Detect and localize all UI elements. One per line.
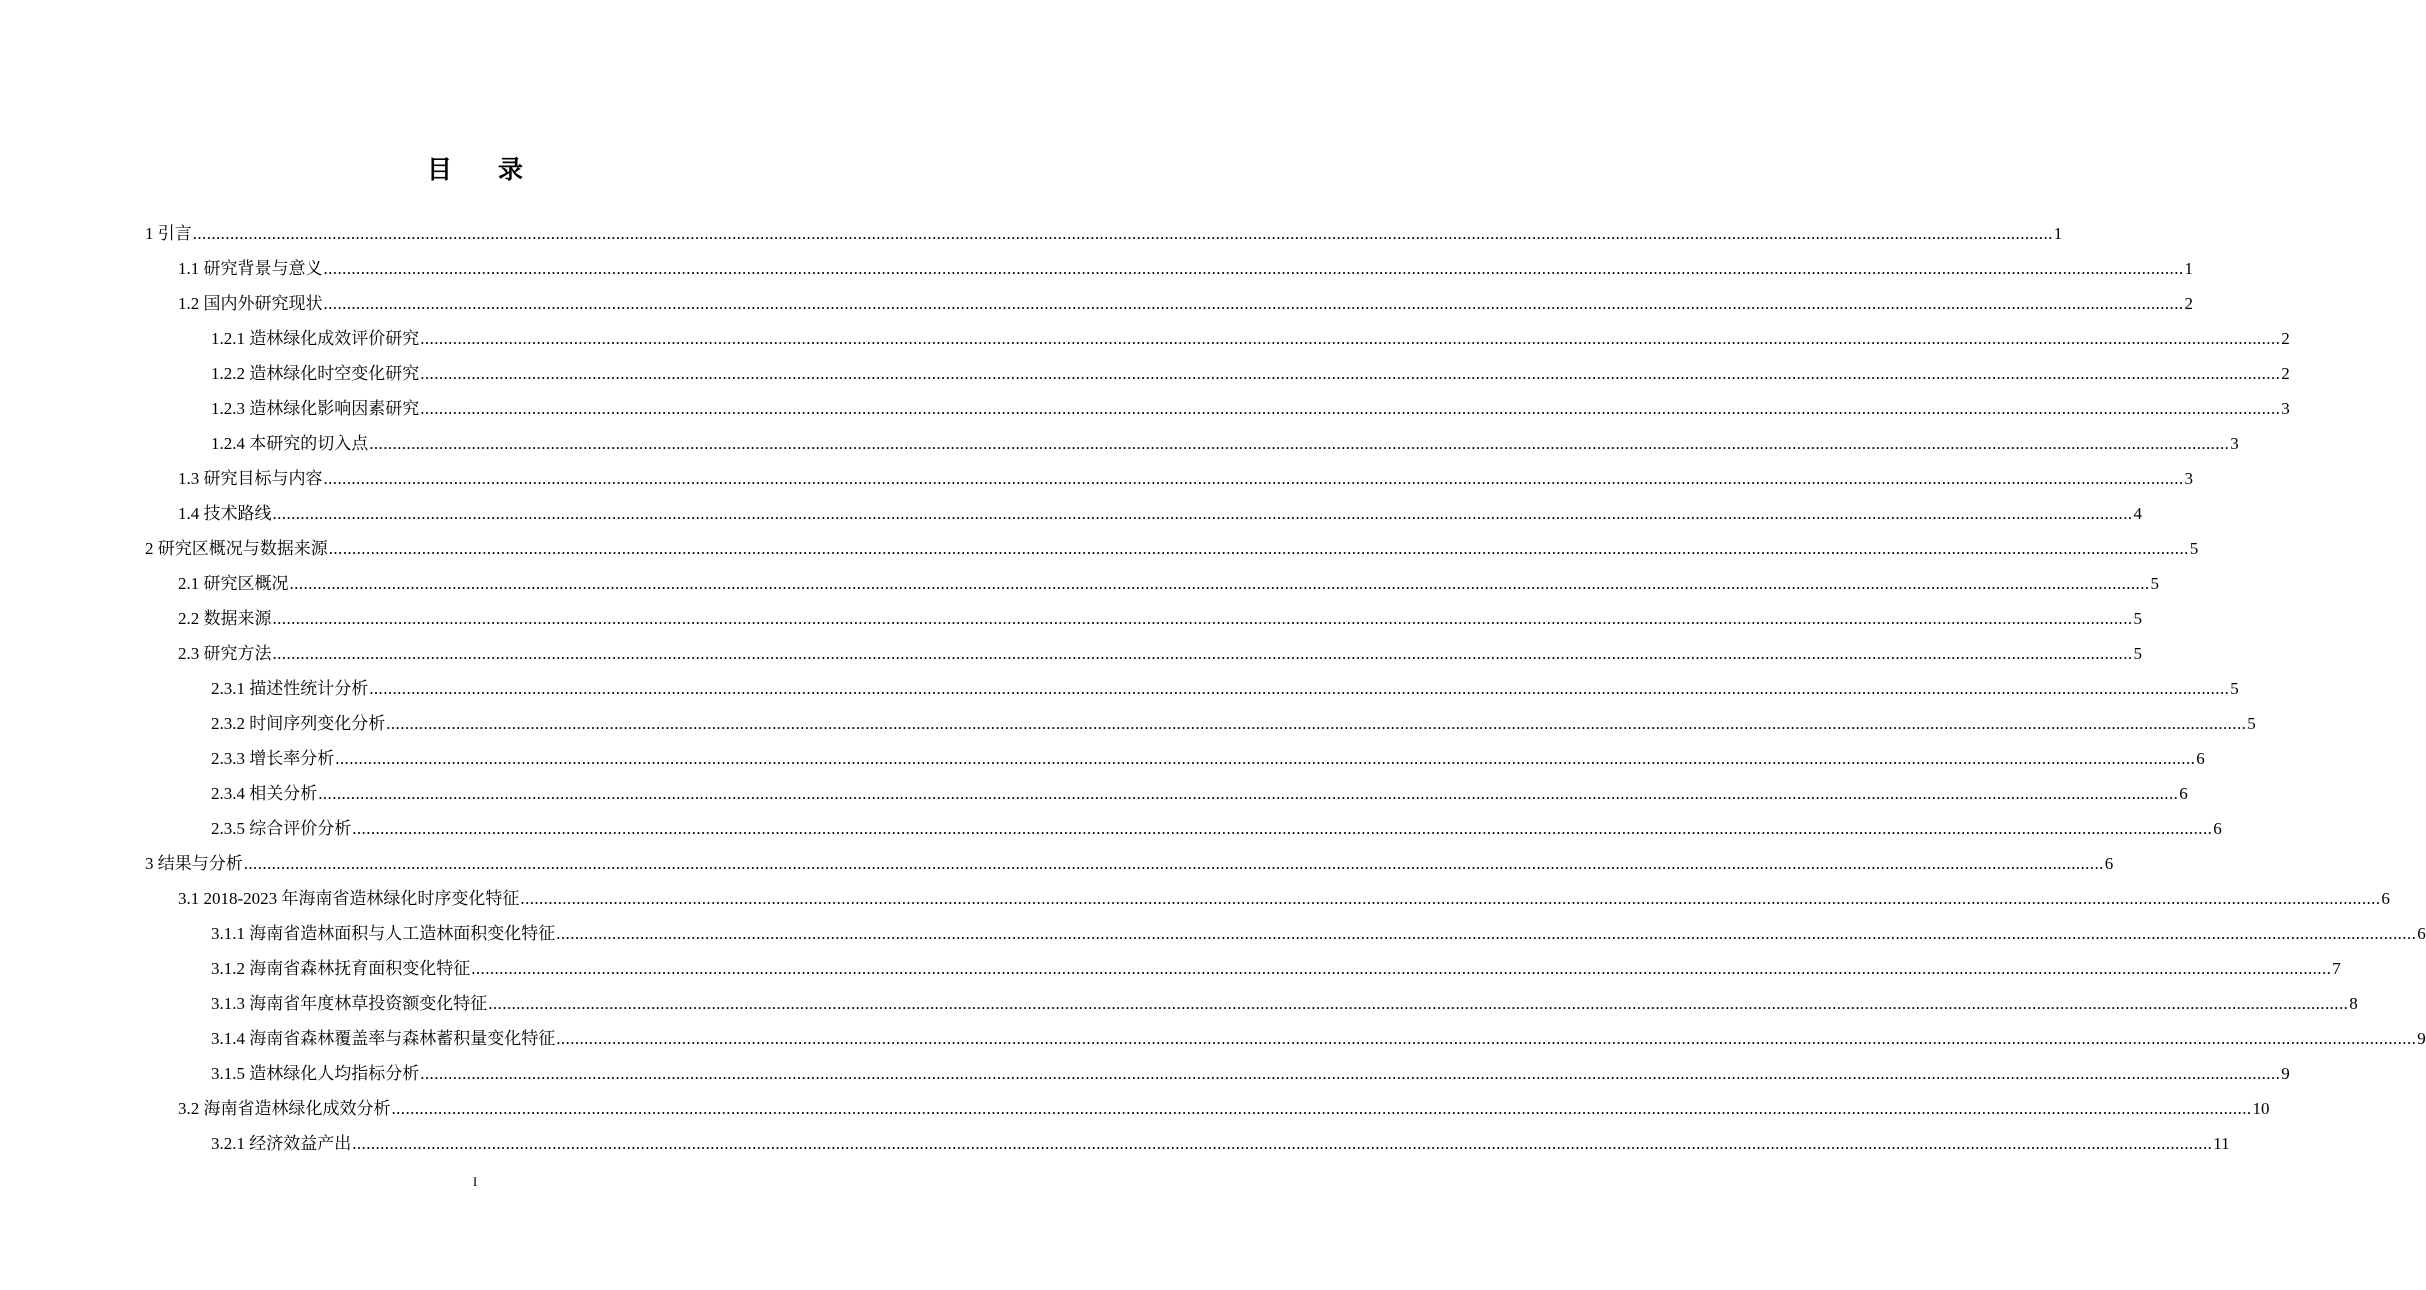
toc-entry-page: 6 (2417, 924, 2426, 943)
toc-entry-page: 8 (2349, 994, 2358, 1013)
toc-entry-page: 3 (2230, 434, 2239, 453)
toc-entry[interactable] (145, 1129, 2230, 1164)
toc-entry-page: 5 (2133, 644, 2142, 663)
toc-leader-dots: ................................................................................................................................................................................................................................................................................................................................................................................................................ (272, 644, 2133, 663)
toc-entry-text: 1.4 技术路线 (178, 504, 272, 523)
toc-entry[interactable] (145, 324, 2290, 359)
toc-entry-text: 2.3.3 增长率分析 (211, 749, 335, 768)
toc-entry[interactable] (145, 534, 2199, 569)
toc-leader-dots: ................................................................................................................................................................................................................................................................................................................................................................................................................ (391, 1099, 2252, 1118)
toc-entry[interactable] (145, 744, 2205, 779)
toc-leader-dots: ................................................................................................................................................................................................................................................................................................................................................................................................................ (488, 994, 2349, 1013)
toc-entry[interactable] (145, 674, 2239, 709)
toc-entry-text: 3.1 2018-2023 年海南省造林绿化时序变化特征 (178, 889, 520, 908)
toc-leader-dots: ................................................................................................................................................................................................................................................................................................................................................................................................................ (420, 399, 2281, 418)
toc-entry[interactable] (145, 359, 2290, 394)
toc-entry[interactable] (145, 849, 2114, 884)
toc-entry[interactable] (145, 394, 2290, 429)
toc-entry[interactable] (145, 1024, 2426, 1059)
toc-entry[interactable] (145, 499, 2142, 534)
toc-entry-page: 5 (2247, 714, 2256, 733)
toc-leader-dots: ................................................................................................................................................................................................................................................................................................................................................................................................................ (420, 1064, 2281, 1083)
toc-entry-page: 5 (2150, 574, 2159, 593)
toc-entry-text: 2.3.4 相关分析 (211, 784, 318, 803)
toc-entry-text: 2.3.5 综合评价分析 (211, 819, 352, 838)
toc-entry[interactable] (145, 639, 2142, 674)
toc-leader-dots: ................................................................................................................................................................................................................................................................................................................................................................................................................ (323, 294, 2184, 313)
toc-entry[interactable] (145, 289, 2193, 324)
toc-entry-text: 2.3.2 时间序列变化分析 (211, 714, 386, 733)
toc-leader-dots: ................................................................................................................................................................................................................................................................................................................................................................................................................ (420, 329, 2281, 348)
toc-entry-text: 3.1.3 海南省年度林草投资额变化特征 (211, 994, 488, 1013)
toc-entry-text: 1.3 研究目标与内容 (178, 469, 323, 488)
toc-entry-page: 2 (2281, 329, 2290, 348)
toc-entry-page: 7 (2332, 959, 2341, 978)
toc-leader-dots: ................................................................................................................................................................................................................................................................................................................................................................................................................ (192, 224, 2053, 243)
toc-leader-dots: ................................................................................................................................................................................................................................................................................................................................................................................................................ (386, 714, 2247, 733)
toc-entry-page: 2 (2281, 364, 2290, 383)
toc-leader-dots: ................................................................................................................................................................................................................................................................................................................................................................................................................ (556, 1029, 2417, 1048)
toc-leader-dots: ................................................................................................................................................................................................................................................................................................................................................................................................................ (289, 574, 2150, 593)
toc-leader-dots: ................................................................................................................................................................................................................................................................................................................................................................................................................ (471, 959, 2332, 978)
toc-entry-text: 3.1.2 海南省森林抚育面积变化特征 (211, 959, 471, 978)
toc-entry-page: 5 (2230, 679, 2239, 698)
toc-entry-page: 1 (2053, 224, 2063, 243)
toc-entry-text: 1.2.3 造林绿化影响因素研究 (211, 399, 420, 418)
toc-leader-dots: ................................................................................................................................................................................................................................................................................................................................................................................................................ (272, 609, 2133, 628)
toc-entry-page: 6 (2196, 749, 2205, 768)
toc-entry-page: 11 (2213, 1134, 2230, 1153)
toc-entry[interactable] (145, 919, 2426, 954)
toc-entry-page: 3 (2184, 469, 2193, 488)
toc-leader-dots: ................................................................................................................................................................................................................................................................................................................................................................................................................ (556, 924, 2417, 943)
toc-entry[interactable] (145, 219, 2063, 254)
toc-entry-page: 9 (2281, 1064, 2290, 1083)
toc-entry-page: 5 (2189, 539, 2199, 558)
toc-leader-dots: ................................................................................................................................................................................................................................................................................................................................................................................................................ (243, 854, 2104, 873)
toc-entry-page: 5 (2133, 609, 2142, 628)
toc-entry[interactable] (145, 779, 2188, 814)
toc-entry-text: 1.2.1 造林绿化成效评价研究 (211, 329, 420, 348)
toc-entry-text: 3.2 海南省造林绿化成效分析 (178, 1099, 391, 1118)
toc-entry[interactable] (145, 814, 2222, 849)
toc-entry-text: 3.2.1 经济效益产出 (211, 1134, 352, 1153)
page-number: I (472, 1174, 478, 1189)
toc-entry[interactable] (145, 989, 2358, 1024)
toc-entry-text: 1.2 国内外研究现状 (178, 294, 323, 313)
toc-leader-dots: ................................................................................................................................................................................................................................................................................................................................................................................................................ (323, 259, 2184, 278)
toc-title: 目录 (426, 155, 569, 184)
toc-entry-text: 2.3 研究方法 (178, 644, 272, 663)
toc-leader-dots: ................................................................................................................................................................................................................................................................................................................................................................................................................ (369, 679, 2230, 698)
toc-entry-text: 1 引言 (145, 224, 192, 243)
toc-entry[interactable] (145, 429, 2239, 464)
toc-entry[interactable] (145, 464, 2193, 499)
toc-entry[interactable] (145, 569, 2159, 604)
toc-leader-dots: ................................................................................................................................................................................................................................................................................................................................................................................................................ (352, 1134, 2213, 1153)
toc-leader-dots: ................................................................................................................................................................................................................................................................................................................................................................................................................ (323, 469, 2184, 488)
toc-entry-text: 2.3.1 描述性统计分析 (211, 679, 369, 698)
toc-entry-page: 1 (2184, 259, 2193, 278)
toc-entry-text: 2.2 数据来源 (178, 609, 272, 628)
toc-list (145, 219, 2426, 1164)
toc-entry-page: 3 (2281, 399, 2290, 418)
toc-leader-dots: ................................................................................................................................................................................................................................................................................................................................................................................................................ (420, 364, 2281, 383)
toc-entry[interactable] (145, 1059, 2290, 1094)
toc-entry-text: 3.1.4 海南省森林覆盖率与森林蓄积量变化特征 (211, 1029, 556, 1048)
toc-entry-text: 1.2.2 造林绿化时空变化研究 (211, 364, 420, 383)
toc-entry[interactable] (145, 1094, 2270, 1129)
toc-entry[interactable] (145, 604, 2142, 639)
toc-entry[interactable] (145, 954, 2341, 989)
toc-entry-page: 9 (2417, 1029, 2426, 1048)
toc-leader-dots: ................................................................................................................................................................................................................................................................................................................................................................................................................ (272, 504, 2133, 523)
toc-entry[interactable] (145, 254, 2193, 289)
toc-entry-page: 10 (2252, 1099, 2270, 1118)
toc-entry-text: 2.1 研究区概况 (178, 574, 289, 593)
toc-leader-dots: ................................................................................................................................................................................................................................................................................................................................................................................................................ (520, 889, 2381, 908)
toc-leader-dots: ................................................................................................................................................................................................................................................................................................................................................................................................................ (369, 434, 2230, 453)
toc-entry-text: 3.1.5 造林绿化人均指标分析 (211, 1064, 420, 1083)
toc-entry-page: 6 (2104, 854, 2114, 873)
toc-entry-page: 6 (2213, 819, 2222, 838)
toc-entry-page: 4 (2133, 504, 2142, 523)
toc-entry-text: 1.1 研究背景与意义 (178, 259, 323, 278)
toc-entry-page: 2 (2184, 294, 2193, 313)
toc-entry[interactable] (145, 709, 2256, 744)
toc-entry-text: 2 研究区概况与数据来源 (145, 539, 328, 558)
toc-entry-page: 6 (2381, 889, 2390, 908)
toc-entry-page: 6 (2179, 784, 2188, 803)
toc-entry-text: 3 结果与分析 (145, 854, 243, 873)
toc-leader-dots: ................................................................................................................................................................................................................................................................................................................................................................................................................ (352, 819, 2213, 838)
toc-leader-dots: ................................................................................................................................................................................................................................................................................................................................................................................................................ (328, 539, 2189, 558)
toc-leader-dots: ................................................................................................................................................................................................................................................................................................................................................................................................................ (318, 784, 2179, 803)
toc-entry[interactable] (145, 884, 2390, 919)
toc-leader-dots: ................................................................................................................................................................................................................................................................................................................................................................................................................ (335, 749, 2196, 768)
toc-entry-text: 3.1.1 海南省造林面积与人工造林面积变化特征 (211, 924, 556, 943)
toc-entry-text: 1.2.4 本研究的切入点 (211, 434, 369, 453)
